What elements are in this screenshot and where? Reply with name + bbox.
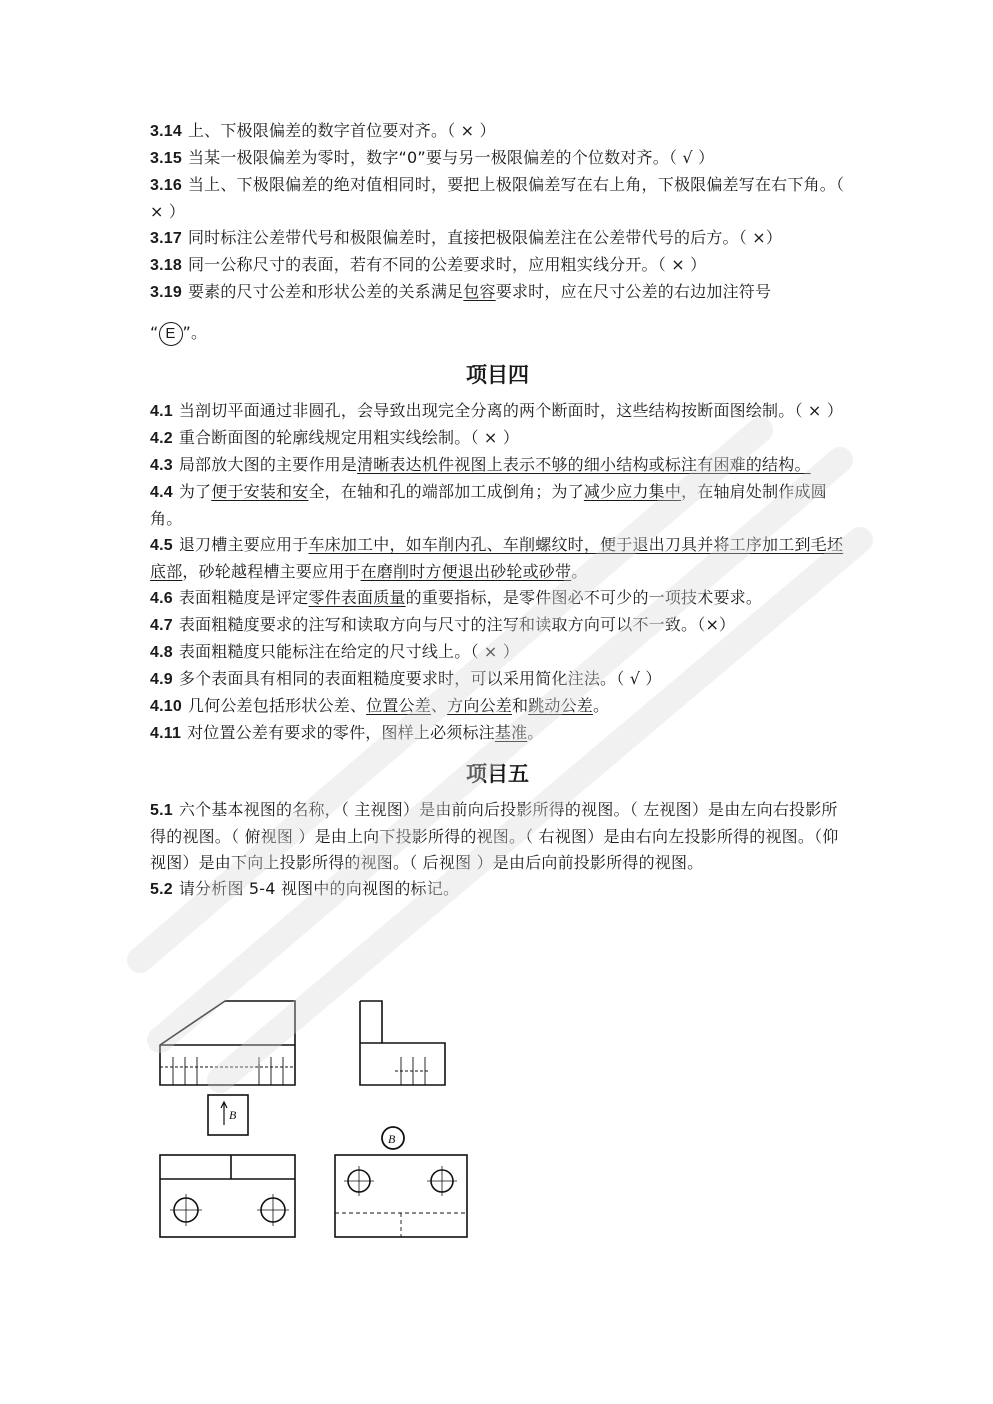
list-item bbox=[150, 252, 845, 279]
item-text: 。 bbox=[593, 696, 610, 715]
list-item bbox=[150, 797, 845, 876]
list-item bbox=[150, 118, 845, 145]
item-text: 当剖切平面通过非圆孔，会导致出现完全分离的两个断面时，这些结构按断面图绘制。（ × ） bbox=[178, 401, 844, 420]
top-view bbox=[160, 1155, 295, 1237]
list-item bbox=[150, 666, 845, 693]
item-text: 和 bbox=[511, 696, 529, 715]
item-text: 要求时，应在尺寸公差的右边加注符号 bbox=[495, 282, 772, 301]
item-text: 要素的尺寸公差和形状公差的关系满足 bbox=[187, 282, 464, 301]
item-number: 4.11 bbox=[150, 725, 182, 742]
item-number: 4.8 bbox=[150, 644, 173, 661]
item-number: 3.16 bbox=[150, 177, 182, 194]
item-number: 3.17 bbox=[150, 230, 182, 247]
item-text: 为了 bbox=[178, 482, 212, 501]
answer-text: 减少应力集中 bbox=[583, 482, 682, 501]
list-item bbox=[150, 225, 845, 252]
item-text: 局部放大图的主要作用是 bbox=[178, 455, 358, 474]
item-number: 4.10 bbox=[150, 698, 182, 715]
item-number: 4.6 bbox=[150, 590, 173, 607]
item-number: 4.5 bbox=[150, 537, 173, 554]
list-item bbox=[150, 720, 845, 747]
answer-text: 车床加工中，如车削内孔、车削螺纹时，便于退出刀具并将工序加工到毛坯底部 bbox=[150, 535, 844, 581]
answer-text: 基准 bbox=[494, 723, 528, 742]
section-5-title: 项目五 bbox=[466, 762, 529, 786]
list-item bbox=[150, 876, 845, 903]
list-item bbox=[150, 425, 845, 452]
list-item bbox=[150, 532, 845, 585]
list-item bbox=[150, 145, 845, 172]
item-text: 同时标注公差带代号和极限偏差时，直接把极限偏差注在公差带代号的后方。（ ×） bbox=[187, 228, 783, 247]
main-view bbox=[160, 1001, 295, 1085]
technical-drawing-svg bbox=[155, 995, 485, 1245]
circle-label: B bbox=[388, 1132, 396, 1146]
item-number: 3.19 bbox=[150, 284, 182, 301]
item-text: 几何公差包括形状公差、 bbox=[187, 696, 367, 715]
item-text: 当上、下极限偏差的绝对值相同时，要把上极限偏差写在右上角，下极限偏差写在右下角。（ × ） bbox=[150, 175, 845, 221]
item-text: 六个基本视图的名称，（ 主视图）是由前向后投影所得的视图。（ 左视图）是由左向右投影所得的视图。（ 俯视图 ）是由上向下投影所得的视图。（ 右视图）是由右向左投影所得的视图。（仰视图）是由下向上投影所得的视图。（ 后视图 ）是由后向前投影所得的视图。 bbox=[150, 800, 839, 872]
symbol-open-quote: “ bbox=[150, 323, 159, 342]
list-item bbox=[150, 479, 845, 532]
item-text: 同一公称尺寸的表面，若有不同的公差要求时，应用粗实线分开。（ × ） bbox=[187, 255, 707, 274]
item-number: 5.2 bbox=[150, 881, 173, 898]
answer-text: 在磨削时方便退出砂轮或砂带 bbox=[360, 562, 572, 581]
side-view bbox=[360, 1001, 445, 1085]
item-number: 4.7 bbox=[150, 617, 173, 634]
item-number: 3.15 bbox=[150, 150, 182, 167]
section-4-list bbox=[150, 398, 845, 747]
item-text: 当某一极限偏差为零时，数字“0”要与另一极限偏差的个位数对齐。（ √ ） bbox=[187, 148, 715, 167]
list-item bbox=[150, 639, 845, 666]
item-text: 多个表面具有相同的表面粗糙度要求时，可以采用简化注法。（ √ ） bbox=[178, 669, 662, 688]
list-item bbox=[150, 585, 845, 612]
list-item bbox=[150, 612, 845, 639]
answer-text: 零件表面质量 bbox=[308, 588, 406, 607]
item-number: 4.2 bbox=[150, 430, 173, 447]
item-text: 表面粗糙度要求的注写和读取方向与尺寸的注写和读取方向可以不一致。（×） bbox=[178, 615, 736, 634]
item-text: 、 bbox=[430, 696, 448, 715]
arrow-label: B bbox=[229, 1108, 237, 1122]
item-text: 上、下极限偏差的数字首位要对齐。（ × ） bbox=[187, 121, 496, 140]
item-text: 。 bbox=[571, 562, 588, 581]
list-item bbox=[150, 398, 845, 425]
item-text: ，砂轮越程槽主要应用于 bbox=[182, 562, 361, 581]
view-direction-box bbox=[208, 1095, 248, 1135]
item-number: 4.4 bbox=[150, 484, 173, 501]
envelope-requirement-e-icon: E bbox=[159, 322, 183, 346]
section-4-title: 项目四 bbox=[466, 363, 529, 387]
section-5-list bbox=[150, 797, 845, 903]
list-item bbox=[150, 693, 845, 720]
document-body bbox=[150, 118, 845, 903]
section-3-list bbox=[150, 118, 845, 306]
item-text: 全，在轴和孔的端部加工成倒角；为了 bbox=[308, 482, 584, 501]
item-text: ，在轴肩处制作成圆角。 bbox=[150, 482, 827, 528]
item-text: 重合断面图的轮廓线规定用粗实线绘制。（ × ） bbox=[178, 428, 520, 447]
item-number: 5.1 bbox=[150, 802, 173, 819]
answer-text: 跳动公差 bbox=[528, 696, 593, 715]
item-text: 请分析图 5-4 视图中的向视图的标记。 bbox=[178, 879, 460, 898]
answer-text: 清晰表达机件视图上表示不够的细小结构或标注有困难的结构。 bbox=[357, 455, 811, 474]
item-text: 。 bbox=[527, 723, 544, 742]
item-text: 表面粗糙度只能标注在给定的尺寸线上。（ × ） bbox=[178, 642, 520, 661]
answer-text: 位置公差 bbox=[366, 696, 431, 715]
item-number: 4.3 bbox=[150, 457, 173, 474]
symbol-close-quote: ”。 bbox=[182, 323, 208, 342]
answer-text: 便于安装和安 bbox=[211, 482, 309, 501]
item-text: 退刀槽主要应用于 bbox=[178, 535, 309, 554]
item-text: 的重要指标，是零件图必不可少的一项技术要求。 bbox=[405, 588, 763, 607]
list-item bbox=[150, 452, 845, 479]
item-text: 对位置公差有要求的零件，图样上必须标注 bbox=[187, 723, 495, 742]
answer-text: 方向公差 bbox=[447, 696, 512, 715]
list-item bbox=[150, 172, 845, 225]
item-number: 3.14 bbox=[150, 123, 182, 140]
e-symbol-line bbox=[150, 318, 845, 348]
answer-text: 包容 bbox=[463, 282, 496, 301]
item-number: 4.9 bbox=[150, 671, 173, 688]
direction-view-b bbox=[335, 1127, 467, 1237]
figure-5-4 bbox=[155, 995, 485, 1245]
item-text: 表面粗糙度是评定 bbox=[178, 588, 309, 607]
list-item bbox=[150, 279, 845, 306]
item-number: 4.1 bbox=[150, 403, 173, 420]
item-number: 3.18 bbox=[150, 257, 182, 274]
